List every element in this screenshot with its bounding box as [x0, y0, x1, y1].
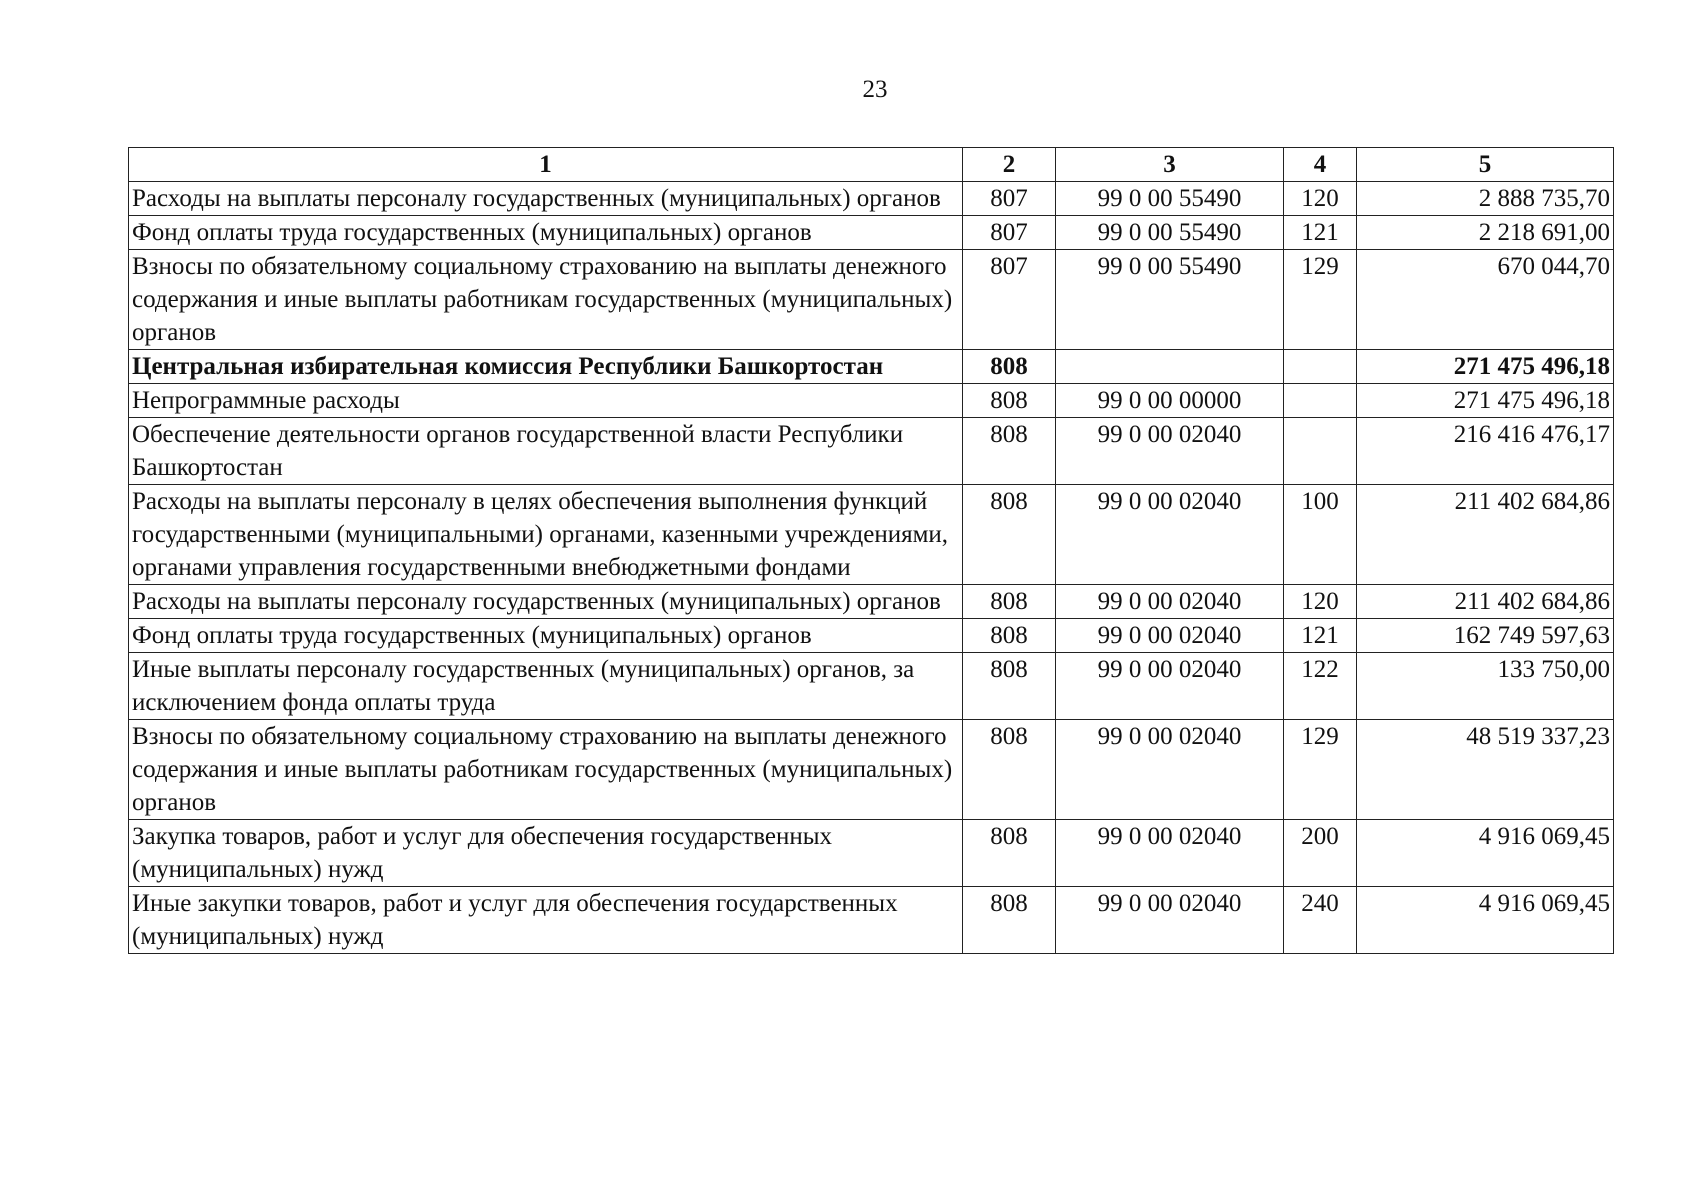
row-amount-cell: 162 749 597,63 — [1357, 619, 1614, 653]
row-name-cell: Расходы на выплаты персоналу в целях обеспечения выполнения функций государственными (муниципальными) органами, казенными учреждениями, органами управления государственными внебюджетными фондами — [129, 485, 963, 585]
row-name-cell: Взносы по обязательному социальному страхованию на выплаты денежного содержания и иные выплаты работникам государственных (муниципальных) органов — [129, 250, 963, 350]
table-row — [129, 418, 1614, 485]
row-ved-code-cell: 808 — [963, 619, 1056, 653]
row-vr-code-cell: 240 — [1284, 887, 1357, 954]
table-header-row — [129, 148, 1614, 182]
table-row — [129, 585, 1614, 619]
row-csr-code-cell: 99 0 00 02040 — [1056, 619, 1284, 653]
row-vr-code-cell: 121 — [1284, 216, 1357, 250]
row-ved-code-cell: 807 — [963, 182, 1056, 216]
table-row — [129, 619, 1614, 653]
table-row — [129, 250, 1614, 350]
row-ved-code-cell: 808 — [963, 350, 1056, 384]
row-csr-code-cell: 99 0 00 55490 — [1056, 182, 1284, 216]
table-row — [129, 887, 1614, 954]
table-row — [129, 182, 1614, 216]
header-col-5: 5 — [1357, 148, 1614, 182]
table-row — [129, 384, 1614, 418]
row-ved-code-cell: 808 — [963, 820, 1056, 887]
row-name-cell: Обеспечение деятельности органов государственной власти Республики Башкортостан — [129, 418, 963, 485]
header-col-1: 1 — [129, 148, 963, 182]
row-ved-code-cell: 808 — [963, 585, 1056, 619]
row-amount-cell: 2 218 691,00 — [1357, 216, 1614, 250]
row-ved-code-cell: 808 — [963, 720, 1056, 820]
row-amount-cell: 271 475 496,18 — [1357, 350, 1614, 384]
row-csr-code-cell: 99 0 00 02040 — [1056, 418, 1284, 485]
row-ved-code-cell: 808 — [963, 418, 1056, 485]
row-amount-cell: 133 750,00 — [1357, 653, 1614, 720]
row-csr-code-cell: 99 0 00 02040 — [1056, 720, 1284, 820]
row-amount-cell: 216 416 476,17 — [1357, 418, 1614, 485]
row-amount-cell: 4 916 069,45 — [1357, 887, 1614, 954]
table-body — [129, 182, 1614, 954]
row-vr-code-cell: 122 — [1284, 653, 1357, 720]
table-row — [129, 820, 1614, 887]
row-amount-cell: 2 888 735,70 — [1357, 182, 1614, 216]
row-name-cell: Расходы на выплаты персоналу государственных (муниципальных) органов — [129, 182, 963, 216]
table-row — [129, 653, 1614, 720]
budget-table — [128, 147, 1614, 954]
row-ved-code-cell: 807 — [963, 250, 1056, 350]
row-name-cell: Центральная избирательная комиссия Республики Башкортостан — [129, 350, 963, 384]
row-vr-code-cell: 129 — [1284, 250, 1357, 350]
row-name-cell: Закупка товаров, работ и услуг для обеспечения государственных (муниципальных) нужд — [129, 820, 963, 887]
row-ved-code-cell: 808 — [963, 485, 1056, 585]
header-col-3: 3 — [1056, 148, 1284, 182]
table-row — [129, 350, 1614, 384]
page-number: 23 — [862, 76, 888, 103]
row-amount-cell: 211 402 684,86 — [1357, 485, 1614, 585]
row-csr-code-cell: 99 0 00 02040 — [1056, 485, 1284, 585]
row-csr-code-cell: 99 0 00 55490 — [1056, 216, 1284, 250]
row-ved-code-cell: 808 — [963, 887, 1056, 954]
row-ved-code-cell: 808 — [963, 384, 1056, 418]
row-ved-code-cell: 808 — [963, 653, 1056, 720]
row-vr-code-cell: 100 — [1284, 485, 1357, 585]
row-vr-code-cell: 121 — [1284, 619, 1357, 653]
row-ved-code-cell: 807 — [963, 216, 1056, 250]
row-name-cell: Иные закупки товаров, работ и услуг для обеспечения государственных (муниципальных) нужд — [129, 887, 963, 954]
row-amount-cell: 211 402 684,86 — [1357, 585, 1614, 619]
row-vr-code-cell: 129 — [1284, 720, 1357, 820]
row-vr-code-cell: 120 — [1284, 585, 1357, 619]
row-name-cell: Иные выплаты персоналу государственных (муниципальных) органов, за исключением фонда оплаты труда — [129, 653, 963, 720]
row-name-cell: Фонд оплаты труда государственных (муниципальных) органов — [129, 216, 963, 250]
row-amount-cell: 48 519 337,23 — [1357, 720, 1614, 820]
row-vr-code-cell: 120 — [1284, 182, 1357, 216]
table-row — [129, 485, 1614, 585]
table-row — [129, 216, 1614, 250]
row-name-cell: Фонд оплаты труда государственных (муниципальных) органов — [129, 619, 963, 653]
row-amount-cell: 271 475 496,18 — [1357, 384, 1614, 418]
row-vr-code-cell — [1284, 350, 1357, 384]
row-name-cell: Непрограммные расходы — [129, 384, 963, 418]
row-csr-code-cell: 99 0 00 00000 — [1056, 384, 1284, 418]
header-col-4: 4 — [1284, 148, 1357, 182]
row-name-cell: Расходы на выплаты персоналу государственных (муниципальных) органов — [129, 585, 963, 619]
table-row — [129, 720, 1614, 820]
header-col-2: 2 — [963, 148, 1056, 182]
row-amount-cell: 670 044,70 — [1357, 250, 1614, 350]
row-csr-code-cell: 99 0 00 02040 — [1056, 653, 1284, 720]
row-csr-code-cell — [1056, 350, 1284, 384]
row-vr-code-cell — [1284, 418, 1357, 485]
row-csr-code-cell: 99 0 00 02040 — [1056, 820, 1284, 887]
row-amount-cell: 4 916 069,45 — [1357, 820, 1614, 887]
row-csr-code-cell: 99 0 00 02040 — [1056, 585, 1284, 619]
row-vr-code-cell — [1284, 384, 1357, 418]
row-name-cell: Взносы по обязательному социальному страхованию на выплаты денежного содержания и иные выплаты работникам государственных (муниципальных) органов — [129, 720, 963, 820]
row-csr-code-cell: 99 0 00 55490 — [1056, 250, 1284, 350]
row-csr-code-cell: 99 0 00 02040 — [1056, 887, 1284, 954]
row-vr-code-cell: 200 — [1284, 820, 1357, 887]
